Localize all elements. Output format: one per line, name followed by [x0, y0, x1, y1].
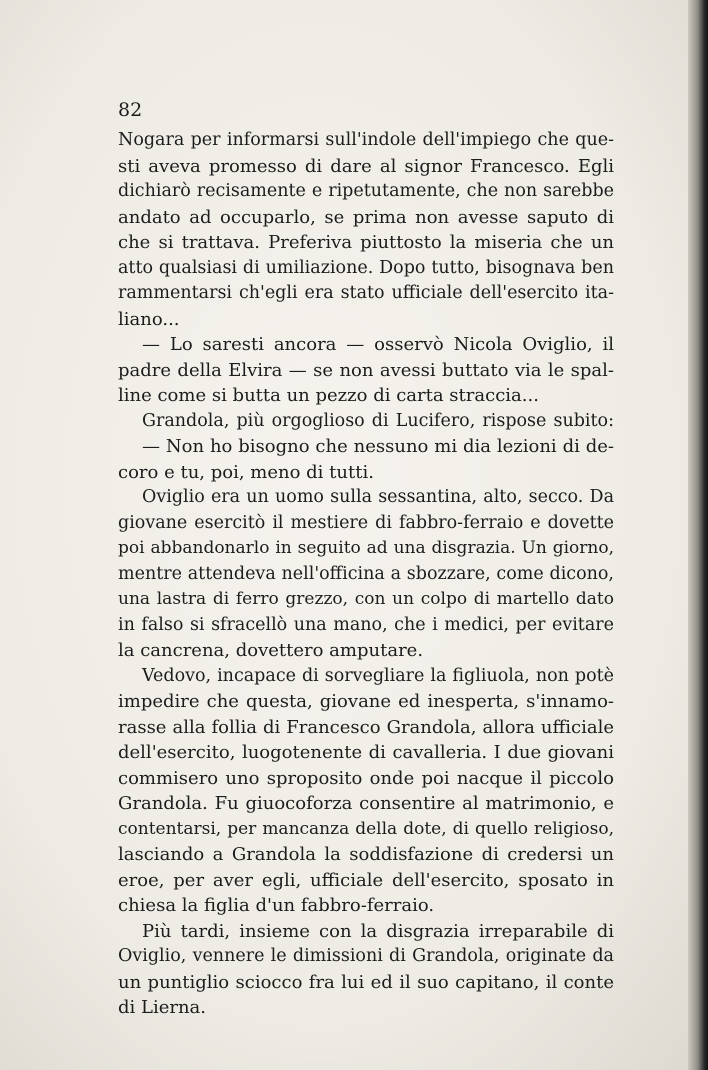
page-number: 82: [118, 99, 143, 121]
text-line: un puntiglio sciocco fra lui ed il suo capitano, il conte: [118, 971, 614, 993]
text-line: line come si butta un pezzo di carta straccia...: [118, 385, 539, 406]
text-line: poi abbandonarlo in seguito ad una disgrazia. Un giorno,: [118, 538, 614, 558]
text-line: sti aveva promesso di dare al signor Francesco. Egli: [118, 155, 614, 177]
text-line: commisero uno sproposito onde poi nacque il piccolo: [118, 767, 614, 789]
text-line: impedire che questa, giovane ed inesperta, s'innamo-: [118, 691, 614, 712]
text-line: dichiarò recisamente e ripetutamente, che non sarebbe: [118, 181, 614, 201]
text-line: — Lo saresti ancora — osservò Nicola Oviglio, il: [142, 334, 614, 355]
text-line: la cancrena, dovettero amputare.: [118, 640, 424, 661]
text-line: Grandola. Fu giuocoforza consentire al matrimonio, e: [118, 793, 614, 814]
text-line: liano...: [118, 308, 180, 330]
book-spine-shadow: [688, 0, 708, 1070]
text-line: andato ad occuparlo, se prima non avesse saputo di: [118, 206, 614, 228]
text-line: Nogara per informarsi sull'indole dell'impiego che que-: [118, 130, 614, 150]
text-line: lasciando a Grandola la soddisfazione di credersi un: [118, 844, 614, 865]
text-line: coro e tu, poi, meno di tutti.: [118, 461, 374, 483]
text-line: che si trattava. Preferiva piuttosto la miseria che un: [118, 232, 614, 253]
text-line: in falso si sfracellò una mano, che i medici, per evitare: [118, 614, 614, 635]
text-line: dell'esercito, luogotenente di cavalleria. I due giovani: [118, 742, 614, 763]
text-line: Oviglio era un uomo sulla sessantina, alto, secco. Da: [142, 487, 614, 507]
text-line: rasse alla follia di Francesco Grandola, allora ufficiale: [118, 716, 614, 738]
text-line: Grandola, più orgoglioso di Lucifero, rispose subito:: [142, 410, 614, 431]
text-line: rammentarsi ch'egli era stato ufficiale dell'esercito ita-: [118, 283, 614, 303]
text-line: — Non ho bisogno che nessuno mi dia lezioni di de-: [142, 436, 614, 457]
text-line: chiesa la figlia d'un fabbro-ferraio.: [118, 895, 435, 916]
text-line: contentarsi, per mancanza della dote, di quello religioso,: [118, 818, 614, 839]
text-line: atto qualsiasi di umiliazione. Dopo tutto, bisognava ben: [118, 257, 614, 278]
text-line: Vedovo, incapace di sorvegliare la figliuola, non potè: [142, 665, 614, 686]
text-line: mentre attendeva nell'officina a sbozzare, come dicono,: [118, 563, 614, 584]
text-line: di Lierna.: [118, 997, 207, 1018]
text-line: eroe, per aver egli, ufficiale dell'esercito, sposato in: [118, 869, 614, 891]
text-line: Oviglio, vennere le dimissioni di Grandola, originate da: [118, 946, 614, 966]
body-text: [118, 128, 614, 1021]
text-line: una lastra di ferro grezzo, con un colpo di martello dato: [118, 589, 614, 609]
text-line: Più tardi, insieme con la disgrazia irreparabile di: [142, 920, 614, 942]
text-line: padre della Elvira — se non avessi buttato via le spal-: [118, 359, 614, 381]
text-line: giovane esercitò il mestiere di fabbro-ferraio e dovette: [118, 512, 614, 533]
